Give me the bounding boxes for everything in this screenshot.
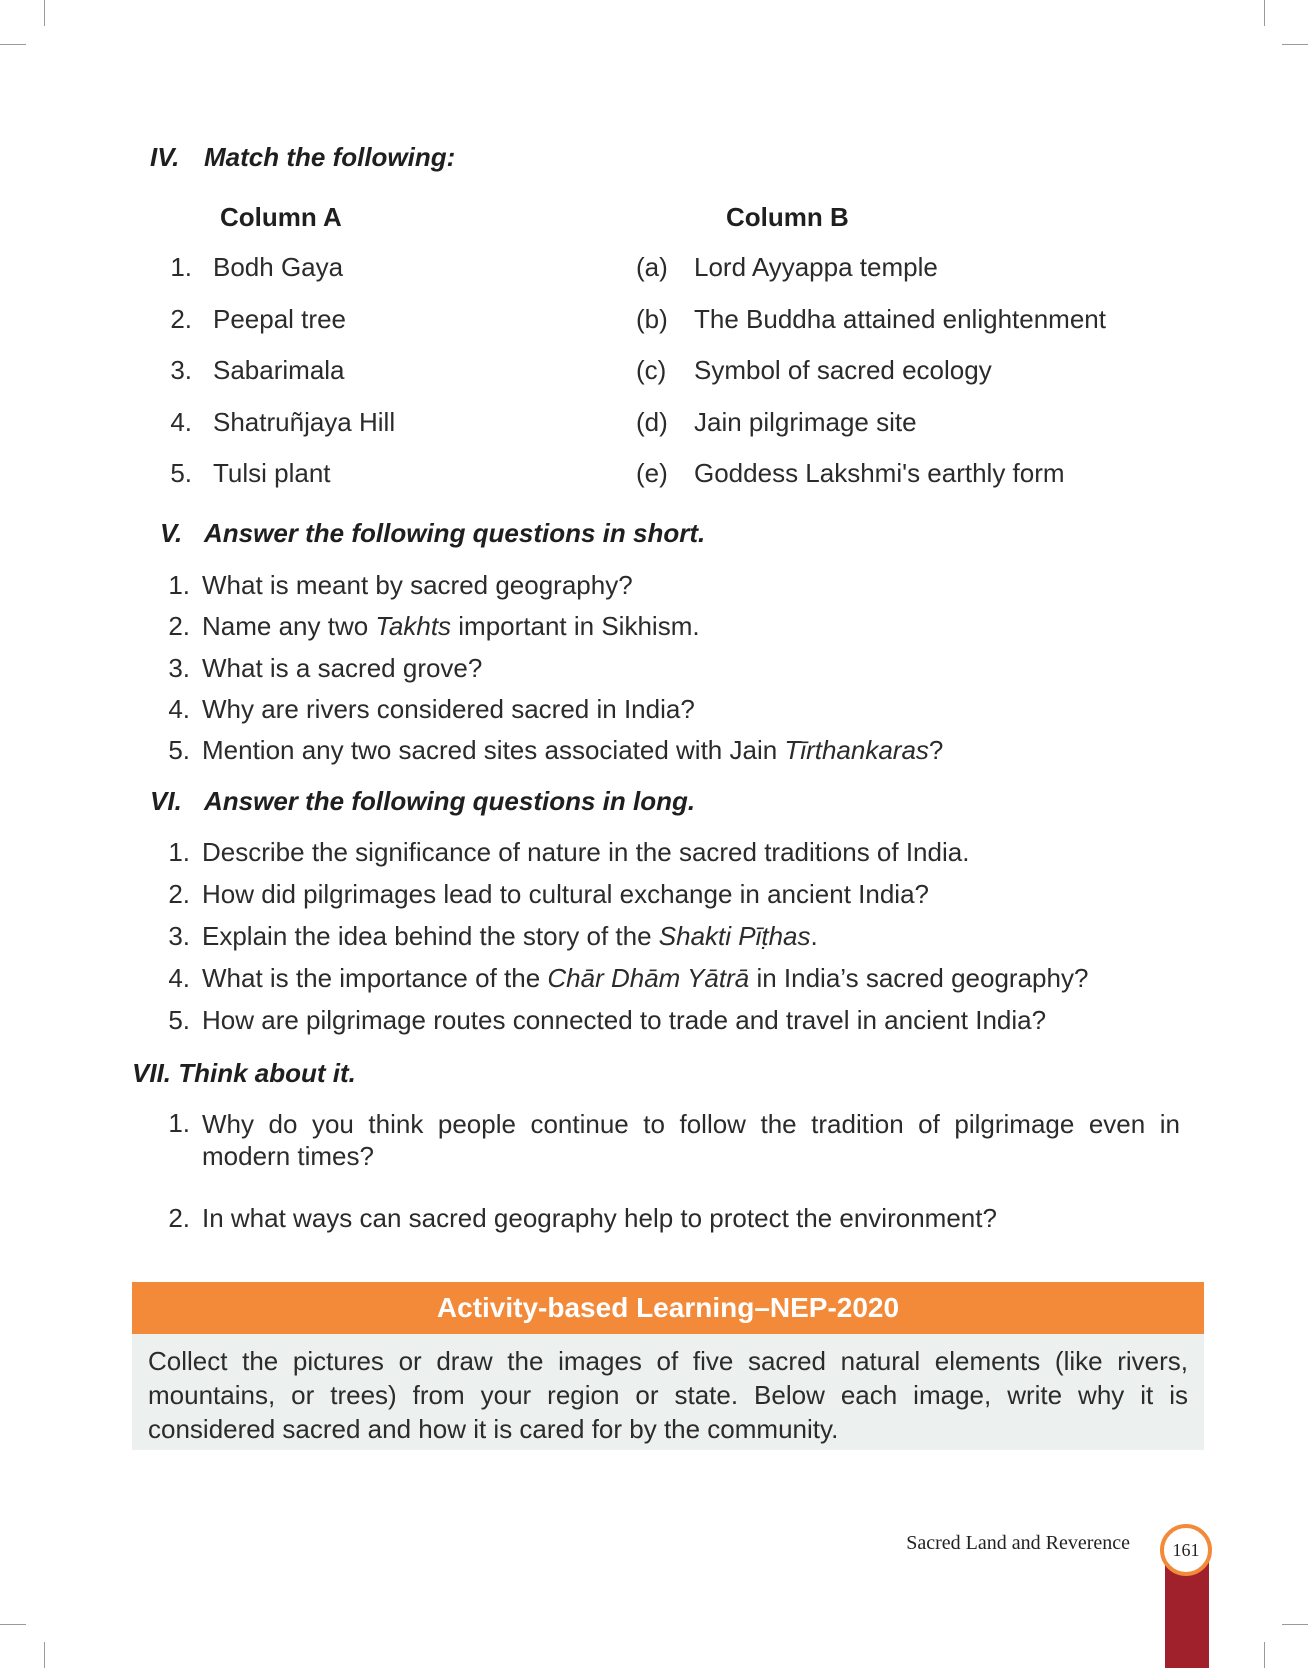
match-number: 5. [170, 458, 192, 488]
question-text-post: ? [928, 735, 944, 765]
crop-mark [44, 0, 45, 26]
question-text: What is a sacred grove? [202, 653, 483, 683]
question-number: 1. [168, 1108, 190, 1138]
column-b-item: Symbol of sacred ecology [694, 355, 992, 385]
question-item [160, 570, 633, 601]
match-number: 3. [170, 355, 192, 385]
question-item [160, 694, 695, 725]
question-text: In what ways can sacred geography help to protect the environment? [202, 1203, 997, 1233]
question-item [160, 1005, 1046, 1036]
column-b-item: The Buddha attained enlightenment [694, 304, 1106, 334]
question-number: 3. [168, 653, 190, 683]
section-v-heading [160, 518, 705, 549]
question-item [160, 879, 929, 910]
question-number: 1. [168, 837, 190, 867]
section-vii-heading: VII. Think about it. [132, 1058, 356, 1088]
column-b-item: Lord Ayyappa temple [694, 252, 938, 282]
question-number: 2. [168, 1203, 190, 1233]
question-number: 5. [168, 735, 190, 765]
question-text-post: important in Sikhism. [451, 611, 700, 641]
question-text: Describe the significance of nature in the sacred traditions of India. [202, 837, 970, 867]
question-item [160, 1108, 1180, 1172]
question-item [160, 921, 818, 952]
question-text: How are pilgrimage routes connected to trade and travel in ancient India? [202, 1005, 1047, 1035]
section-title: Match the following: [204, 142, 456, 172]
match-letter: (a) [636, 252, 668, 282]
question-text-pre: Name any two [202, 611, 376, 641]
section-numeral: IV. [150, 142, 180, 172]
column-a-item: Shatruñjaya Hill [213, 407, 396, 437]
question-number: 4. [168, 963, 190, 993]
question-text: How did pilgrimages lead to cultural exchange in ancient India? [202, 879, 929, 909]
question-item [160, 611, 700, 642]
activity-banner: Activity-based Learning–NEP-2020 [132, 1282, 1204, 1334]
section-title: Answer the following questions in long. [204, 786, 696, 816]
crop-mark [0, 44, 26, 45]
question-item [160, 653, 482, 684]
question-item [160, 735, 943, 766]
question-term: Chār Dhām Yātrā [547, 963, 750, 993]
crop-mark [1282, 1624, 1308, 1625]
section-vi-heading [150, 786, 695, 817]
section-title: Answer the following questions in short. [204, 518, 706, 548]
section-numeral: VI. [150, 786, 182, 816]
question-text: Why do you think people continue to follow the tradition of pilgrimage even in modern times? [202, 1109, 1180, 1171]
column-a-item: Tulsi plant [213, 458, 331, 488]
crop-mark [1264, 1642, 1265, 1668]
page-number-badge: 161 [1160, 1524, 1212, 1576]
match-letter: (e) [636, 458, 668, 488]
match-number: 4. [170, 407, 192, 437]
column-b-item: Jain pilgrimage site [694, 407, 917, 437]
question-text: What is meant by sacred geography? [202, 570, 633, 600]
activity-text: Collect the pictures or draw the images of five sacred natural elements (like rivers, mountains, or trees) from your region or state. Below each image, write why it is considered sacred and how it is cared for by the community. [132, 1334, 1204, 1450]
question-number: 2. [168, 611, 190, 641]
question-text-post: in India’s sacred geography? [749, 963, 1089, 993]
column-a-item: Sabarimala [213, 355, 345, 385]
column-a-item: Bodh Gaya [213, 252, 344, 282]
crop-mark [1282, 44, 1308, 45]
question-number: 1. [168, 570, 190, 600]
section-numeral: V. [160, 518, 183, 548]
question-number: 4. [168, 694, 190, 724]
question-text-pre: Mention any two sacred sites associated with Jain [202, 735, 785, 765]
question-text-post: . [810, 921, 818, 951]
question-number: 3. [168, 921, 190, 951]
section-iv-heading [150, 142, 455, 173]
question-item [160, 837, 969, 868]
crop-mark [0, 1624, 26, 1625]
match-letter: (b) [636, 304, 668, 334]
match-letter: (d) [636, 407, 668, 437]
question-item [160, 963, 1088, 994]
question-term: Shakti Pīṭhas [658, 921, 811, 951]
question-term: Tīrthankaras [784, 735, 929, 765]
column-a-header: Column A [220, 202, 342, 232]
question-text-pre: Explain the idea behind the story of the [202, 921, 659, 951]
question-number: 2. [168, 879, 190, 909]
crop-mark [44, 1642, 45, 1668]
column-a-item: Peepal tree [213, 304, 346, 334]
match-number: 2. [170, 304, 192, 334]
question-item [160, 1203, 997, 1234]
match-number: 1. [170, 252, 192, 282]
question-term: Takhts [375, 611, 452, 641]
question-text-pre: What is the importance of the [202, 963, 548, 993]
column-b-header: Column B [726, 202, 849, 232]
column-b-item: Goddess Lakshmi's earthly form [694, 458, 1065, 488]
chapter-title-footer: Sacred Land and Reverence [906, 1532, 1130, 1554]
match-letter: (c) [636, 355, 667, 385]
question-text: Why are rivers considered sacred in India? [202, 694, 695, 724]
crop-mark [1264, 0, 1265, 26]
question-number: 5. [168, 1005, 190, 1035]
